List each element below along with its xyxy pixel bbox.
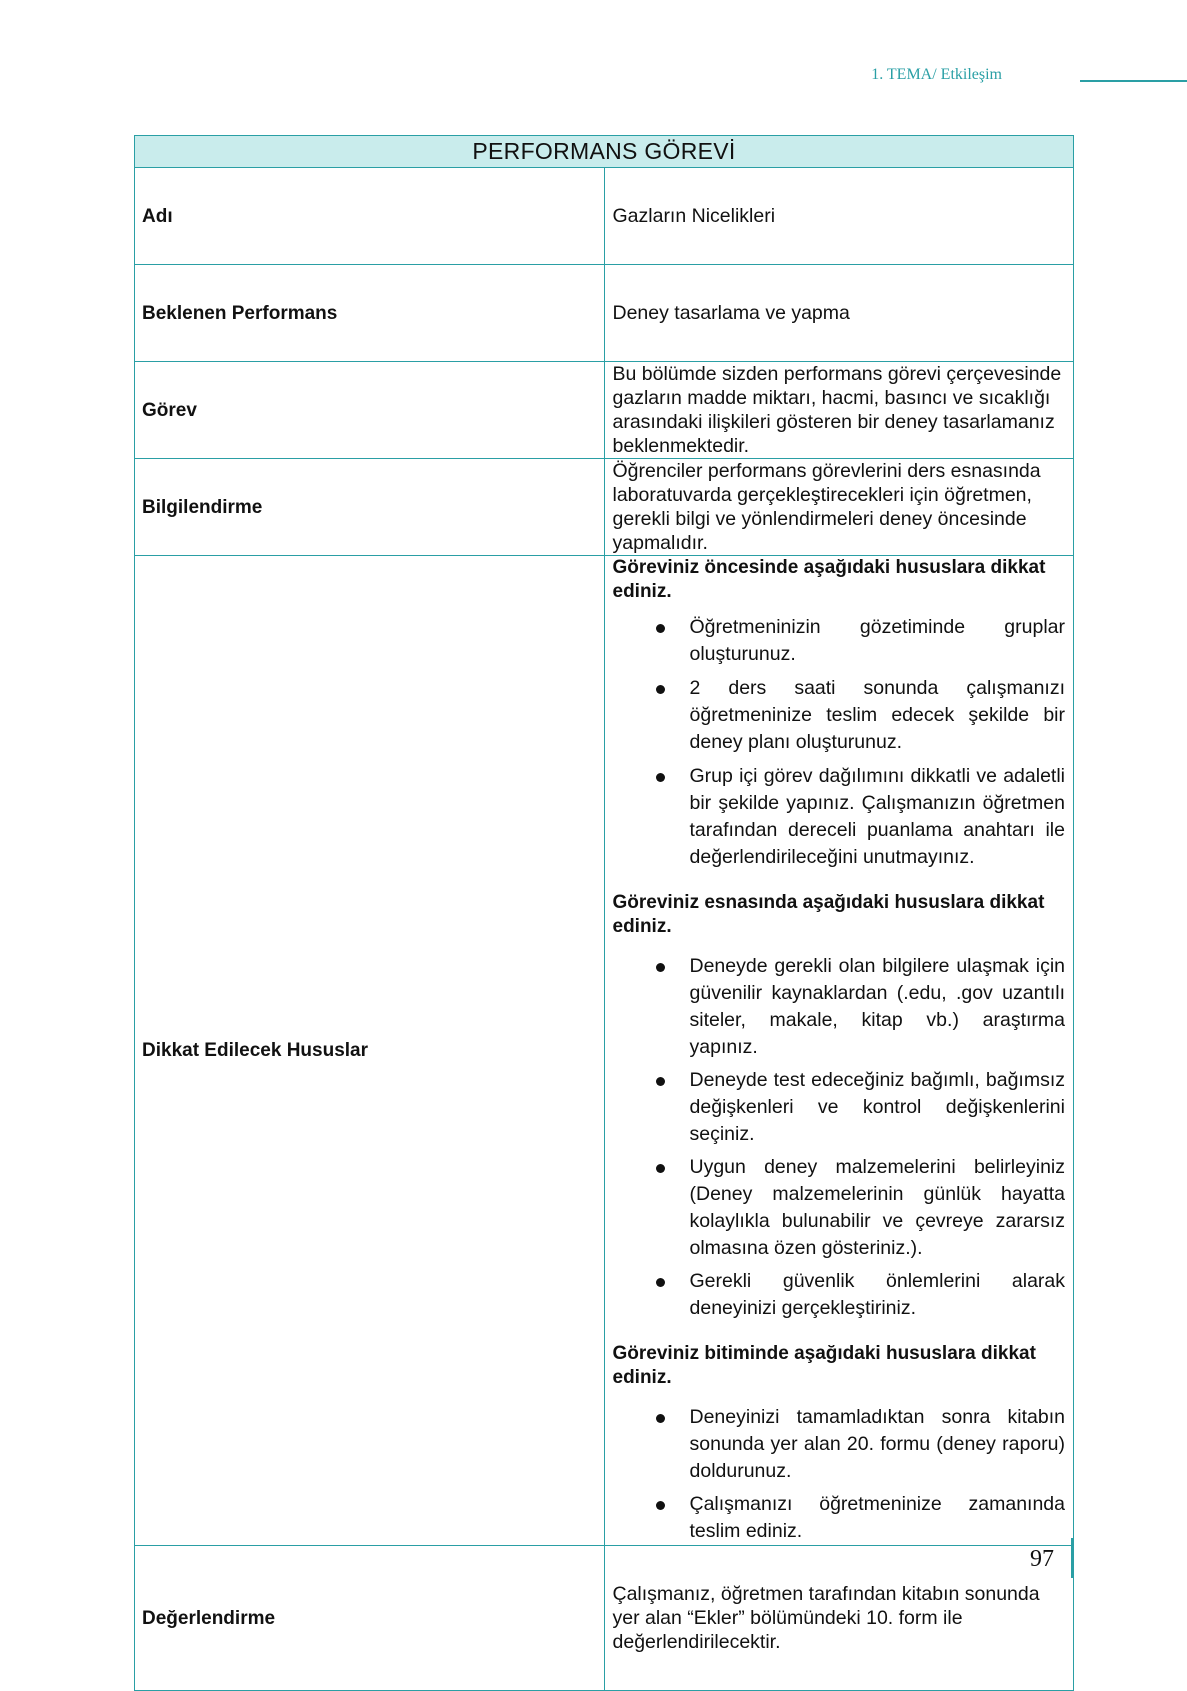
list-item-text: Deneyinizi tamamladıktan sonra kitabın sonunda yer alan 20. formu (deney raporu) doldurunuz. [689, 1406, 1065, 1482]
bullet-list-during [613, 953, 1066, 1322]
table-row-beklenen [135, 265, 1074, 362]
bullet-icon [656, 1414, 665, 1423]
page-number-rule [1071, 1538, 1073, 1578]
page-number: 97 [1030, 1546, 1054, 1572]
bullet-icon [656, 773, 665, 782]
row-label-beklenen: Beklenen Performans [135, 265, 605, 362]
row-content-degerlendirme: Çalışmanız, öğretmen tarafından kitabın sonunda yer alan “Ekler” bölümündeki 10. form ile değerlendirilecektir. [604, 1546, 1074, 1691]
list-item [613, 675, 1066, 756]
section-after [613, 1342, 1066, 1545]
bullet-icon [656, 1501, 665, 1510]
bullet-list-after [613, 1404, 1066, 1545]
list-item [613, 1404, 1066, 1485]
list-item [613, 1491, 1066, 1545]
row-content-beklenen: Deney tasarlama ve yapma [604, 265, 1074, 362]
section-during [613, 891, 1066, 1322]
list-item [613, 953, 1066, 1061]
row-label-degerlendirme: Değerlendirme [135, 1546, 605, 1691]
row-content-gorev: Bu bölümde sizden performans görevi çerçevesinde gazların madde miktarı, hacmi, basıncı ve sıcaklığı arasındaki ilişkileri gösteren bir deney tasarlamanız beklenmektedir. [604, 362, 1074, 459]
row-content-bilgilendirme: Öğrenciler performans görevlerini ders esnasında laboratuvarda gerçekleştirecekleri için öğretmen, gerekli bilgi ve yönlendirmeleri deney öncesinde yapmalıdır. [604, 459, 1074, 556]
row-label-bilgilendirme: Bilgilendirme [135, 459, 605, 556]
header-text: 1. TEMA/ Etkileşim [871, 66, 1002, 83]
table-row-dikkat [135, 556, 1074, 1546]
bullet-icon [656, 1077, 665, 1086]
running-header [871, 64, 1187, 86]
list-item-text: Gerekli güvenlik önlemlerini alarak deneyinizi gerçekleştiriniz. [689, 1270, 1065, 1319]
bullet-list-before [613, 614, 1066, 871]
table-title: PERFORMANS GÖREVİ [135, 136, 1074, 168]
list-item-text: Uygun deney malzemelerini belirleyiniz (Deney malzemelerinin günlük hayatta kolaylıkla bulunabilir ve çevreye zararsız olmasına özen gösteriniz.). [689, 1156, 1065, 1259]
table-row-gorev [135, 362, 1074, 459]
bullet-icon [656, 624, 665, 633]
section-title-during: Göreviniz esnasında aşağıdaki hususlara dikkat ediniz. [612, 892, 1045, 937]
section-title-before: Göreviniz öncesinde aşağıdaki hususlara dikkat ediniz. [612, 557, 1046, 602]
performance-task-table [134, 135, 1074, 1691]
list-item-text: Deneyde gerekli olan bilgilere ulaşmak için güvenilir kaynaklardan (.edu, .gov uzantılı siteler, makale, kitap vb.) araştırma yapınız. [689, 955, 1065, 1058]
list-item-text: Grup içi görev dağılımını dikkatli ve adaletli bir şekilde yapınız. Çalışmanızın öğretmen tarafından dereceli puanlama anahtarı ile değerlendirileceğini unutmayınız. [689, 765, 1065, 868]
table-row-adi [135, 168, 1074, 265]
row-label-dikkat: Dikkat Edilecek Hususlar [135, 556, 605, 1546]
bullet-icon [656, 1278, 665, 1287]
list-item [613, 763, 1066, 871]
list-item [613, 1067, 1066, 1148]
table-row-bilgilendirme [135, 459, 1074, 556]
header-rule [1080, 80, 1187, 82]
list-item [613, 1268, 1066, 1322]
row-content-adi: Gazların Nicelikleri [604, 168, 1074, 265]
section-before [613, 556, 1066, 871]
row-label-adi: Adı [135, 168, 605, 265]
row-label-gorev: Görev [135, 362, 605, 459]
list-item-text: Deneyde test edeceğiniz bağımlı, bağımsız değişkenleri ve kontrol değişkenlerini seçiniz. [689, 1069, 1065, 1145]
row-content-dikkat [604, 556, 1074, 1546]
list-item [613, 614, 1066, 668]
section-title-after: Göreviniz bitiminde aşağıdaki hususlara dikkat ediniz. [612, 1343, 1036, 1388]
bullet-icon [656, 685, 665, 694]
table-row-degerlendirme [135, 1546, 1074, 1691]
list-item-text: Öğretmeninizin gözetiminde gruplar oluşturunuz. [689, 616, 1065, 665]
bullet-icon [656, 963, 665, 972]
bullet-icon [656, 1164, 665, 1173]
list-item [613, 1154, 1066, 1262]
list-item-text: 2 ders saati sonunda çalışmanızı öğretmeninize teslim edecek şekilde bir deney planı oluşturunuz. [689, 677, 1065, 753]
list-item-text: Çalışmanızı öğretmeninize zamanında teslim ediniz. [689, 1493, 1065, 1542]
